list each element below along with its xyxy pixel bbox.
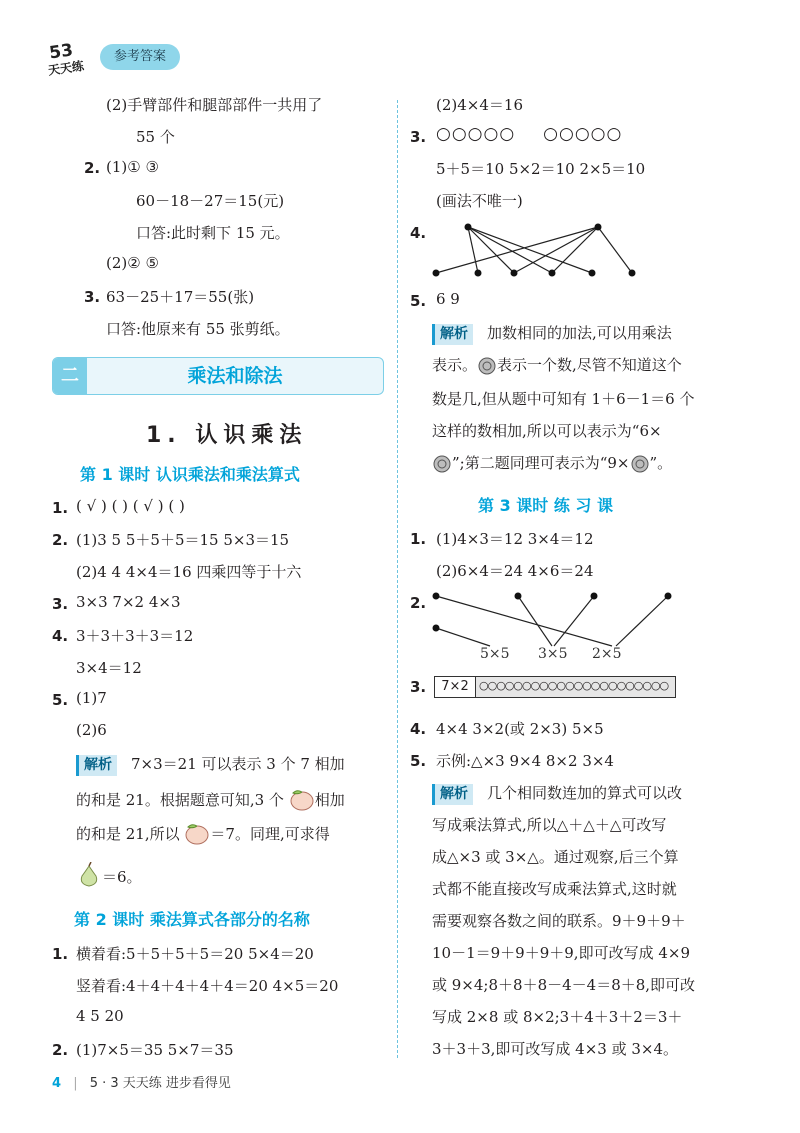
explanation-line: 10－1＝9＋9＋9＋9,即可改写成 4×9: [432, 944, 690, 962]
chapter-title: 1. 认识乘法: [146, 423, 308, 448]
explanation-line: 写成 2×8 或 8×2;3＋4＋3＋2＝3＋: [432, 1008, 683, 1026]
question-number: 3.: [52, 595, 69, 613]
circle-row: [436, 124, 622, 144]
explanation-text: 表示一个数,尽管不知道这个: [497, 356, 682, 374]
explanation-text: 的和是 21。根据题意可知,3 个: [76, 791, 284, 809]
explanation-label: 解析: [76, 755, 117, 776]
answer-line: ( √ ) ( ) ( √ ) ( ): [76, 497, 185, 515]
svg-text:天天练: 天天练: [48, 58, 85, 78]
section-title: 乘法和除法: [187, 365, 283, 387]
answer-line: 4 5 20: [76, 1007, 124, 1025]
answer-line: 口答:他原来有 55 张剪纸。: [106, 320, 290, 338]
question-number: 1.: [410, 530, 427, 548]
explanation-line: 成△×3 或 3×△。通过观察,后三个算: [432, 848, 679, 866]
answer-line: (2)4×4＝16: [436, 96, 523, 114]
question-number: 4.: [52, 627, 69, 645]
explanation-line: 或 9×4;8＋8＋8－4－4＝8＋8,即可改: [432, 976, 696, 994]
lesson-title: 第 1 课时 认识乘法和乘法算式: [80, 465, 300, 484]
explanation-text: ”;第二题同理可表示为“9×: [452, 454, 630, 472]
explanation-line: [432, 452, 672, 478]
circle-group: ○○○○○: [436, 124, 516, 144]
explanation-label: 解析: [432, 324, 473, 345]
section-header: [52, 357, 384, 395]
explanation-text: 几个相同数连加的算式可以改: [487, 784, 683, 802]
question-number: 2.: [84, 159, 101, 177]
question-number: 3.: [84, 288, 101, 306]
coin-icon: [432, 454, 452, 478]
coin-icon: [630, 454, 650, 478]
answer-line: 横着看:5＋5＋5＋5＝20 5×4＝20: [76, 945, 314, 963]
answer-note: (画法不唯一): [436, 192, 523, 210]
question-number: 2.: [52, 1041, 69, 1059]
peach-icon: [184, 821, 210, 849]
question-number: 5.: [410, 752, 427, 770]
answer-key-badge: 参考答案: [100, 44, 180, 70]
coin-icon: [477, 356, 497, 380]
explanation-line: [432, 354, 682, 380]
question-number: 2.: [52, 531, 69, 549]
answer-line: 63－25＋17＝55(张): [106, 288, 255, 306]
page-footer: 4 | 5 · 3 天天练 进步看得见: [52, 1076, 231, 1091]
explanation-line: [76, 753, 345, 776]
question-number: 2.: [410, 594, 427, 612]
answer-line: 竖着看:4＋4＋4＋4＋4＝20 4×5＝20: [76, 977, 339, 995]
explanation-line: [76, 862, 142, 892]
question-number: 1.: [52, 945, 69, 963]
answer-line: (1)3 5 5＋5＋5＝15 5×3＝15: [76, 531, 290, 549]
lesson-title: 第 2 课时 乘法算式各部分的名称: [74, 910, 310, 929]
diagram-label: 2×5: [592, 646, 622, 662]
abacus-beads: ○○○○○○○○○○○○○○○○○○○○○○: [479, 679, 669, 692]
abacus-expression: 7×2: [435, 677, 476, 697]
left-line-2: 55 个: [136, 128, 175, 146]
answer-line: (2)② ⑤: [106, 254, 159, 272]
answer-line: 60－18－27＝15(元): [136, 192, 285, 210]
answer-line: 3＋3＋3＋3＝12: [76, 627, 194, 645]
question-number: 5.: [410, 292, 427, 310]
diagram-label: 5×5: [480, 646, 510, 662]
answer-line: (2)4 4 4×4＝16 四乘四等于十六: [76, 563, 302, 581]
page-number: 4: [52, 1076, 62, 1091]
answer-line: (1)4×3＝12 3×4＝12: [436, 530, 594, 548]
answer-line: (2)6×4＝24 4×6＝24: [436, 562, 594, 580]
answer-line: 4×4 3×2(或 2×3) 5×5: [436, 720, 604, 738]
explanation-line: 这样的数相加,所以可以表示为“6×: [432, 422, 662, 440]
question-number: 5.: [52, 691, 69, 709]
question-number: 3.: [410, 128, 427, 146]
column-divider: [397, 100, 398, 1058]
pear-icon: [76, 862, 102, 892]
answer-line: 口答:此时剩下 15 元。: [136, 224, 290, 242]
explanation-line: 写成乘法算式,所以△＋△＋△可改写: [432, 816, 667, 834]
explanation-line: [76, 787, 345, 815]
diagram-label: 3×5: [538, 646, 568, 662]
peach-icon: [289, 787, 315, 815]
answer-line: (1)① ③: [106, 158, 159, 176]
explanation-text: ＝6。: [102, 868, 142, 886]
section-number: 二: [53, 358, 87, 394]
circle-group: ○○○○○: [543, 124, 623, 144]
answer-line: (2)6: [76, 721, 107, 739]
footer-slogan: 5 · 3 天天练 进步看得见: [89, 1076, 231, 1091]
abacus-strip: [434, 676, 676, 698]
explanation-text: 表示。: [432, 356, 478, 374]
explanation-label: 解析: [432, 784, 473, 805]
answer-line: 5＋5＝10 5×2＝10 2×5＝10: [436, 160, 646, 178]
answer-line: 3×4＝12: [76, 659, 142, 677]
explanation-line: [432, 782, 682, 805]
explanation-text: ＝7。同理,可求得: [210, 825, 330, 843]
lesson-title: 第 3 课时 练 习 课: [478, 496, 613, 515]
explanation-text: 相加: [314, 791, 345, 809]
explanation-line: 数是几,但从题中可知有 1＋6－1＝6 个: [432, 390, 695, 408]
explanation-line: 式都不能直接改写成乘法算式,这时就: [432, 880, 677, 898]
answer-line: 6 9: [436, 290, 460, 308]
svg-text:53: 53: [48, 40, 75, 64]
explanation-text: 的和是 21,所以: [76, 825, 180, 843]
explanation-text: 7×3＝21 可以表示 3 个 7 相加: [131, 755, 345, 773]
explanation-line: 需要观察各数之间的联系。9＋9＋9＋: [432, 912, 686, 930]
explanation-text: 加数相同的加法,可以用乘法: [487, 324, 672, 342]
explanation-line: [432, 322, 672, 345]
question-number: 1.: [52, 499, 69, 517]
explanation-line: [76, 821, 330, 849]
left-line-1: (2)手臂部件和腿部部件一共用了: [106, 96, 323, 114]
matching-diagram-1: [420, 220, 650, 282]
answer-line: 示例:△×3 9×4 8×2 3×4: [436, 752, 614, 770]
answer-line: (1)7: [76, 689, 107, 707]
question-number: 3.: [410, 678, 427, 696]
question-number: 4.: [410, 224, 427, 242]
answer-line: 3×3 7×2 4×3: [76, 593, 181, 611]
question-number: 4.: [410, 720, 427, 738]
answer-line: (1)7×5＝35 5×7＝35: [76, 1041, 234, 1059]
explanation-line: 3＋3＋3,即可改写成 4×3 或 3×4。: [432, 1040, 679, 1058]
explanation-text: ”。: [649, 454, 673, 472]
brand-logo: [48, 38, 98, 78]
